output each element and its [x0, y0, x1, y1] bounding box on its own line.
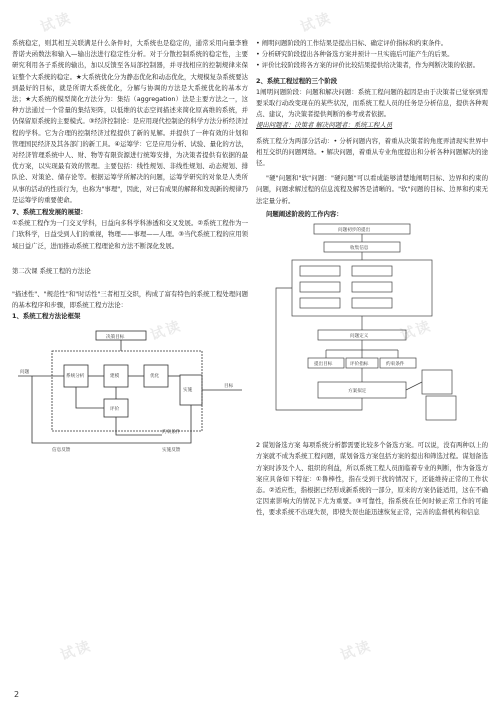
section-2-heading: 2、系统工程过程的三个阶段 — [256, 76, 338, 85]
framework-heading: 1、系统工程方法论框架 — [12, 312, 81, 321]
alternatives-paragraph: 2 谋划备选方案 每项系统分析都需要比较多个备选方案。可以说，没有两种以上的方案就不成为系统工程问题，谋划备选方案包括方案的提出和筛选过程。谋划备选方案时涉及个人、组织的利益，所以系统工程人员面临着专业的判断，作为备选方案应具备如下特征：①鲁棒性，指在受到干扰的情况下，还能维持正常的工作状态。②适应性，指根据已经形成新系统的一部分，原来的方案仍能适用，这在不确定因素影响大的情况下尤为重要。③可靠性，指系统在任何时候正常工作的可能性，要求系统不出现失误，即使失误也能迅速恢复正常，完善的监督机构和信息 — [256, 441, 488, 517]
watermark: 试读 — [148, 317, 185, 344]
label-optimization: 优化 — [150, 373, 160, 379]
label-evaluation: 评价 — [110, 406, 120, 412]
watermark: 试读 — [398, 317, 435, 344]
bullet-3: • 评价比较阶段将各方案的评价比较结果提供给决策者，作为判断决策的依据。 — [256, 61, 480, 70]
intro-paragraph: "描述性"、"规范性"和"时话性"三者相互交织，构成了富有特色的系统工程处理问题的基本程序和步骤，即系统工程方法论： — [12, 290, 248, 310]
two-activities-paragraph: 系统工程分为两部分活动：• 分析问题内容，着重从决策者的角度弄清现实世界中相互交织的问题网络。• 解决问题，着重从专业角度提出和分析各种问题解决的途径。 — [256, 136, 488, 168]
process-outline — [52, 351, 202, 431]
flow-label-definition: 问题定义 — [350, 334, 369, 340]
watermark: 试读 — [38, 9, 75, 36]
watermark: 试读 — [338, 637, 375, 664]
roles-line: 提出问题者：决策者 解决问题者：系统工程人员 — [256, 121, 393, 130]
flow-label-criteria: 评价指标 — [350, 362, 369, 368]
flow-label-constraints: 约束条件 — [386, 362, 405, 368]
label-goal: 目标 — [224, 383, 234, 389]
label-info-feedback: 信息反馈 — [52, 447, 71, 453]
label-system-analysis: 系统分析 — [66, 373, 85, 379]
left-paragraph-1: 系统稳定，则其相互关联满足什么条件时，大系统也是稳定的，通常采用向量李雅普诺夫函数法和输入—输出法进行稳定性分析。对于分散控制系统的稳定性，主要研究利用各子系统的输出，加以反馈至各局部控制器，并寻找相应的控制规律来保证整个大系统的稳定。★大系统优化分为静态优化和动态优化，大规模复杂系统要达到最好的目标，就是所谓大系统优化，分解与协调的方法是大系统优化的基本方法；★大系统的模型简化方法分为：集结（aggregation）法是主要方法之一，这种方法通过一个常量的集结矩阵，以低维的状态空间描述来简化原高维的系统，并仍保留原系统的主要模式。③经济控制论：是应用现代控制论的科学方法分析经济过程的学科。它为合理的控制经济过程提供了新的见解。并提供了一种有效的计划和管理国民经济及其各部门的新工具。④运筹学：它是应用分析、试验、量化的方法，对经济管理系统中人、财、物等有限资源进行统筹安排，为决策者提供有依据的最优方案，以实现最有效的管理。主要包括：线性规划、非线性规划、动态规划、排队论、对策论、储存论等。根据运筹学所解决的问题，运筹学研究的对象是人类所从事的活动的性质行为，也称为"事理"，因此，对已有成果的解释和发现新的规律乃是运筹学的重要使命。 — [12, 39, 248, 204]
flow-label-goal: 提出目标 — [314, 362, 333, 368]
label-constraints: 约束条件 — [162, 429, 181, 435]
label-modeling: 建模 — [110, 373, 120, 379]
right-column — [256, 38, 488, 519]
watermark: 试读 — [298, 9, 335, 36]
hard-soft-paragraph: "硬"问题和"软"问题："硬问题"可以看成能够清楚地阐明目标、边界和约束的问题，问题求解过程的信息流程及解答是清晰的。"软"问题的目标、边界和约束无法定量分析。 — [256, 174, 488, 205]
flow-label-collect-info: 收集信息 — [350, 246, 369, 252]
section-7-heading: 7、系统工程发展的展望： — [12, 208, 87, 217]
flow-label-plan: 方案拟定 — [348, 389, 367, 395]
label-impl-feedback: 实施反馈 — [162, 447, 181, 453]
bullet-2: • 分析研究阶段提出各种备选方案并预计一旦实施后可能产生的后果。 — [256, 50, 454, 59]
figure-caption: 问题阐述阶段的工作内容： — [266, 209, 343, 218]
problem-statement-flowchart — [256, 220, 488, 436]
page-number: 2 — [14, 690, 20, 699]
bullet-1: • 阐明问题阶段的工作结果是提出目标、确定评价指标和约束条件。 — [256, 39, 448, 47]
flow-label-initial-problem: 问题初步的提出 — [338, 228, 371, 234]
left-column — [12, 38, 248, 461]
watermark: 试读 — [58, 637, 95, 664]
stage-1-paragraph: 1阐明问题阶段：问题和解决问题：系统工程问题的起因是由于决策者已觉察到需要采取行动改变现在的某些状况，而系统工程人员的任务是分析信息，提供各种观点、建议，为决策者提供判断的参考或者依据。 — [256, 87, 488, 119]
section-7-text: ①系统工程作为一门交叉学科，日益向多科学科渗透和交叉发展。②系统工程作为一门软科学，日益受到人们的重视，物理——事理——人理。③当代系统工程的应用领域日益广泛，进而推动系统工程理论和方法不断深化发展。 — [12, 219, 248, 250]
lecture-title: 第二次课 系统工程的方法论 — [12, 266, 91, 275]
label-decision-goal: 决策目标 — [106, 334, 125, 340]
flow-group-definition — [292, 260, 432, 316]
label-implementation: 实施 — [183, 387, 193, 393]
methodology-framework-diagram — [12, 325, 248, 457]
label-problem: 问题 — [20, 369, 30, 375]
